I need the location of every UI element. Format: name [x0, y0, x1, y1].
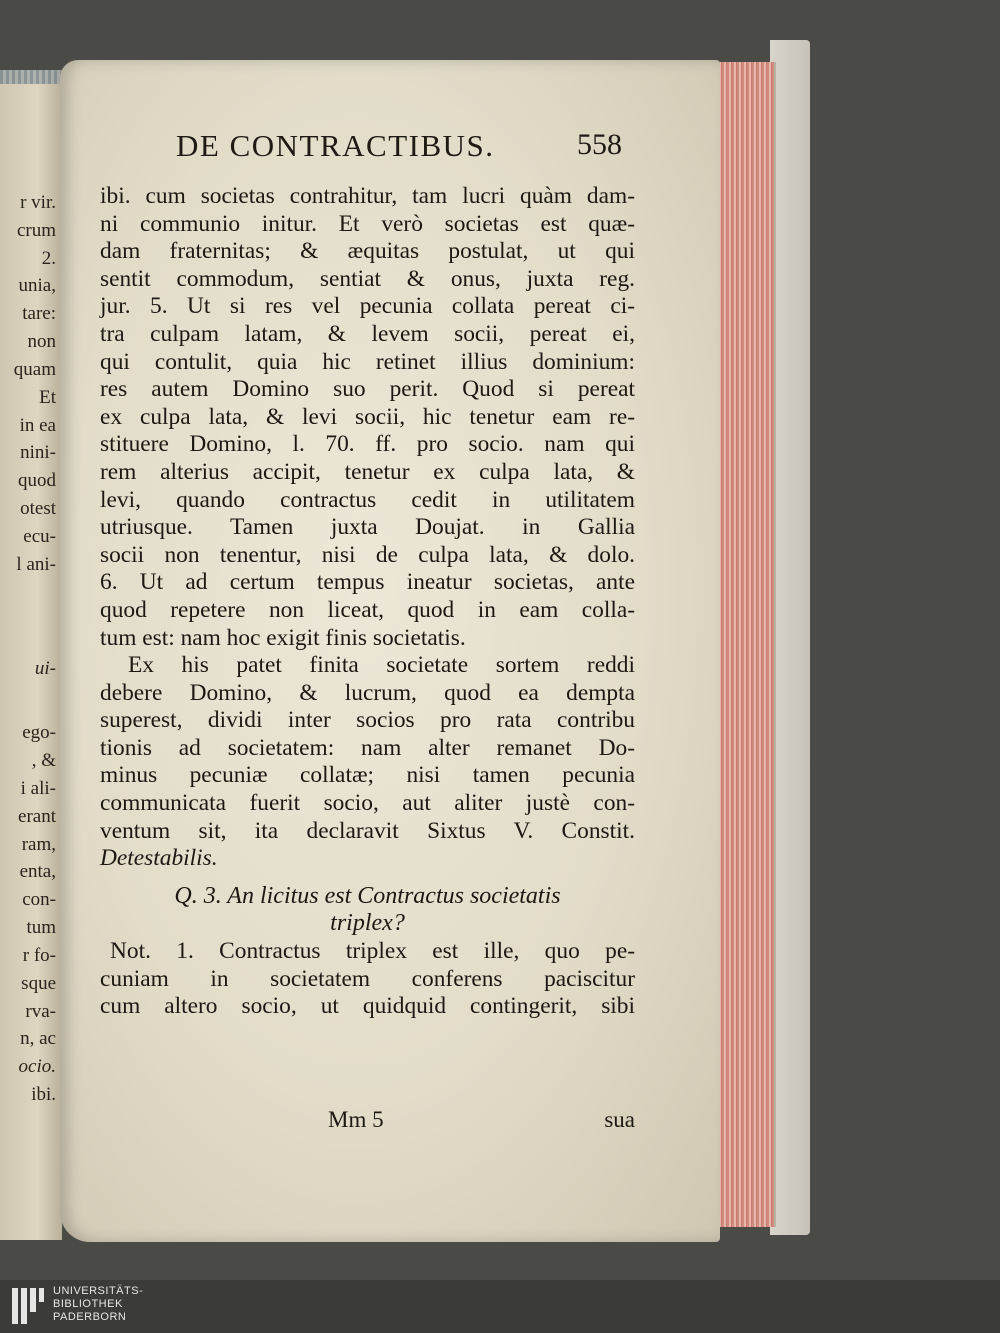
text-line: levi, quando contractus cedit in utilitatem [100, 486, 635, 513]
left-fragment: ram, [21, 834, 56, 855]
left-fragment: ego- [22, 722, 56, 743]
left-fragment: n, ac [20, 1028, 56, 1049]
question-line: Q. 3. An licitus est Contractus societatis [174, 882, 561, 909]
text-line: communicata fuerit socio, aut aliter justè con- [100, 790, 635, 817]
left-fragment: l ani- [16, 554, 56, 575]
page-number: 558 [577, 128, 622, 161]
text-line: qui contulit, quia hic retinet illius dominium: [100, 348, 635, 375]
text-line: Detestabilis. [100, 845, 218, 872]
text-line: ibi. cum societas contrahitur, tam lucri quàm dam- [100, 183, 635, 209]
text-line: socii non tenentur, nisi de culpa lata, & dolo. [100, 541, 635, 568]
left-fragment: Et [39, 387, 56, 408]
text-line: tionis ad societatem: nam alter remanet Do- [100, 734, 635, 761]
library-footer-bar [0, 1280, 1000, 1333]
headband [0, 70, 62, 84]
left-fragment: quam [13, 359, 56, 380]
running-head: DE CONTRACTIBUS. [176, 128, 495, 163]
catchword: sua [604, 1107, 635, 1132]
text-line: minus pecuniæ collatæ; nisi tamen pecunia [100, 762, 635, 789]
text-line: ex culpa lata, & levi socii, hic tenetur eam re- [100, 403, 635, 430]
library-name [53, 1285, 143, 1324]
left-fragment: sque [21, 973, 56, 994]
paragraph-continued [100, 680, 635, 873]
left-fragment: ui- [34, 658, 56, 679]
text-line: ni communio initur. Et verò societas est quæ- [100, 210, 635, 237]
left-fragment: ecu- [23, 526, 56, 547]
red-page-edges [712, 62, 776, 1227]
left-fragment: erant [18, 806, 56, 827]
paragraph [100, 938, 635, 1021]
text-line: superest, dividi inter socios pro rata contribu [100, 707, 635, 734]
left-fragment: 2. [41, 248, 56, 269]
text-line: Not. 1. Contractus triplex est ille, quo pe- [110, 938, 635, 965]
left-fragment: i ali- [20, 778, 56, 799]
text-line: 6. Ut ad certum tempus ineatur societas, ante [100, 569, 635, 596]
library-name-line: BIBLIOTHEK [53, 1298, 123, 1310]
facing-page-fragment [0, 70, 62, 1240]
left-fragment: enta, [19, 861, 56, 882]
text-line: tra culpam latam, & levem socii, pereat ei, [100, 320, 635, 347]
left-fragment: in ea [19, 415, 56, 436]
left-fragment: quod [18, 470, 56, 491]
text-line: sentit commodum, sentiat & onus, juxta reg. [100, 265, 635, 292]
book-cover-edge [770, 40, 810, 1235]
text-line: res autem Domino suo perit. Quod si pereat [100, 376, 635, 403]
left-fragment: crum [16, 220, 56, 241]
text-line: debere Domino, & lucrum, quod ea dempta [100, 679, 635, 706]
question-heading [100, 883, 635, 938]
page-footer [100, 1107, 635, 1135]
text-line: Ex his patet finita societate sortem reddi [128, 652, 635, 679]
left-fragment: , & [31, 750, 56, 771]
text-line: dam fraternitas; & æquitas postulat, ut qui [100, 238, 635, 265]
left-fragment: r fo- [22, 945, 56, 966]
text-line: cuniam in societatem conferens paciscitur [100, 965, 635, 992]
left-fragment: ocio. [18, 1056, 56, 1077]
paragraph [100, 652, 635, 680]
text-line: rem alterius accipit, tenetur ex culpa lata, & [100, 458, 635, 485]
left-fragment: non [27, 331, 56, 352]
library-logo-icon [10, 1286, 46, 1326]
left-fragment: r vir. [20, 192, 56, 213]
left-fragment: otest [20, 498, 56, 519]
text-line: jur. 5. Ut si res vel pecunia collata pereat ci- [100, 293, 635, 320]
question-line: triplex? [330, 910, 405, 937]
library-name-line: UNIVERSITÄTS- [53, 1285, 144, 1297]
text-line: quod repetere non liceat, quod in eam colla- [100, 596, 635, 623]
paragraph [100, 183, 635, 652]
text-line: ventum sit, ita declaravit Sixtus V. Constit. [100, 817, 635, 844]
text-line: utriusque. Tamen juxta Doujat. in Gallia [100, 514, 635, 541]
left-fragment: rva- [25, 1001, 56, 1022]
library-name-line: PADERBORN [53, 1311, 127, 1323]
left-fragment: nini- [20, 442, 56, 463]
body-text [100, 183, 635, 1021]
left-fragment: unia, [18, 275, 56, 296]
left-fragment: ibi. [31, 1084, 56, 1105]
text-line: cum altero socio, ut quidquid contingerit, sibi [100, 993, 635, 1020]
text-line: stituere Domino, l. 70. ff. pro socio. nam qui [100, 431, 635, 458]
page-header [170, 128, 630, 168]
left-fragment: tare: [22, 303, 56, 324]
left-fragment: con- [22, 889, 56, 910]
text-line: tum est: nam hoc exigit finis societatis. [100, 624, 466, 651]
left-fragment: tum [26, 917, 56, 938]
signature-mark: Mm 5 [328, 1107, 384, 1132]
